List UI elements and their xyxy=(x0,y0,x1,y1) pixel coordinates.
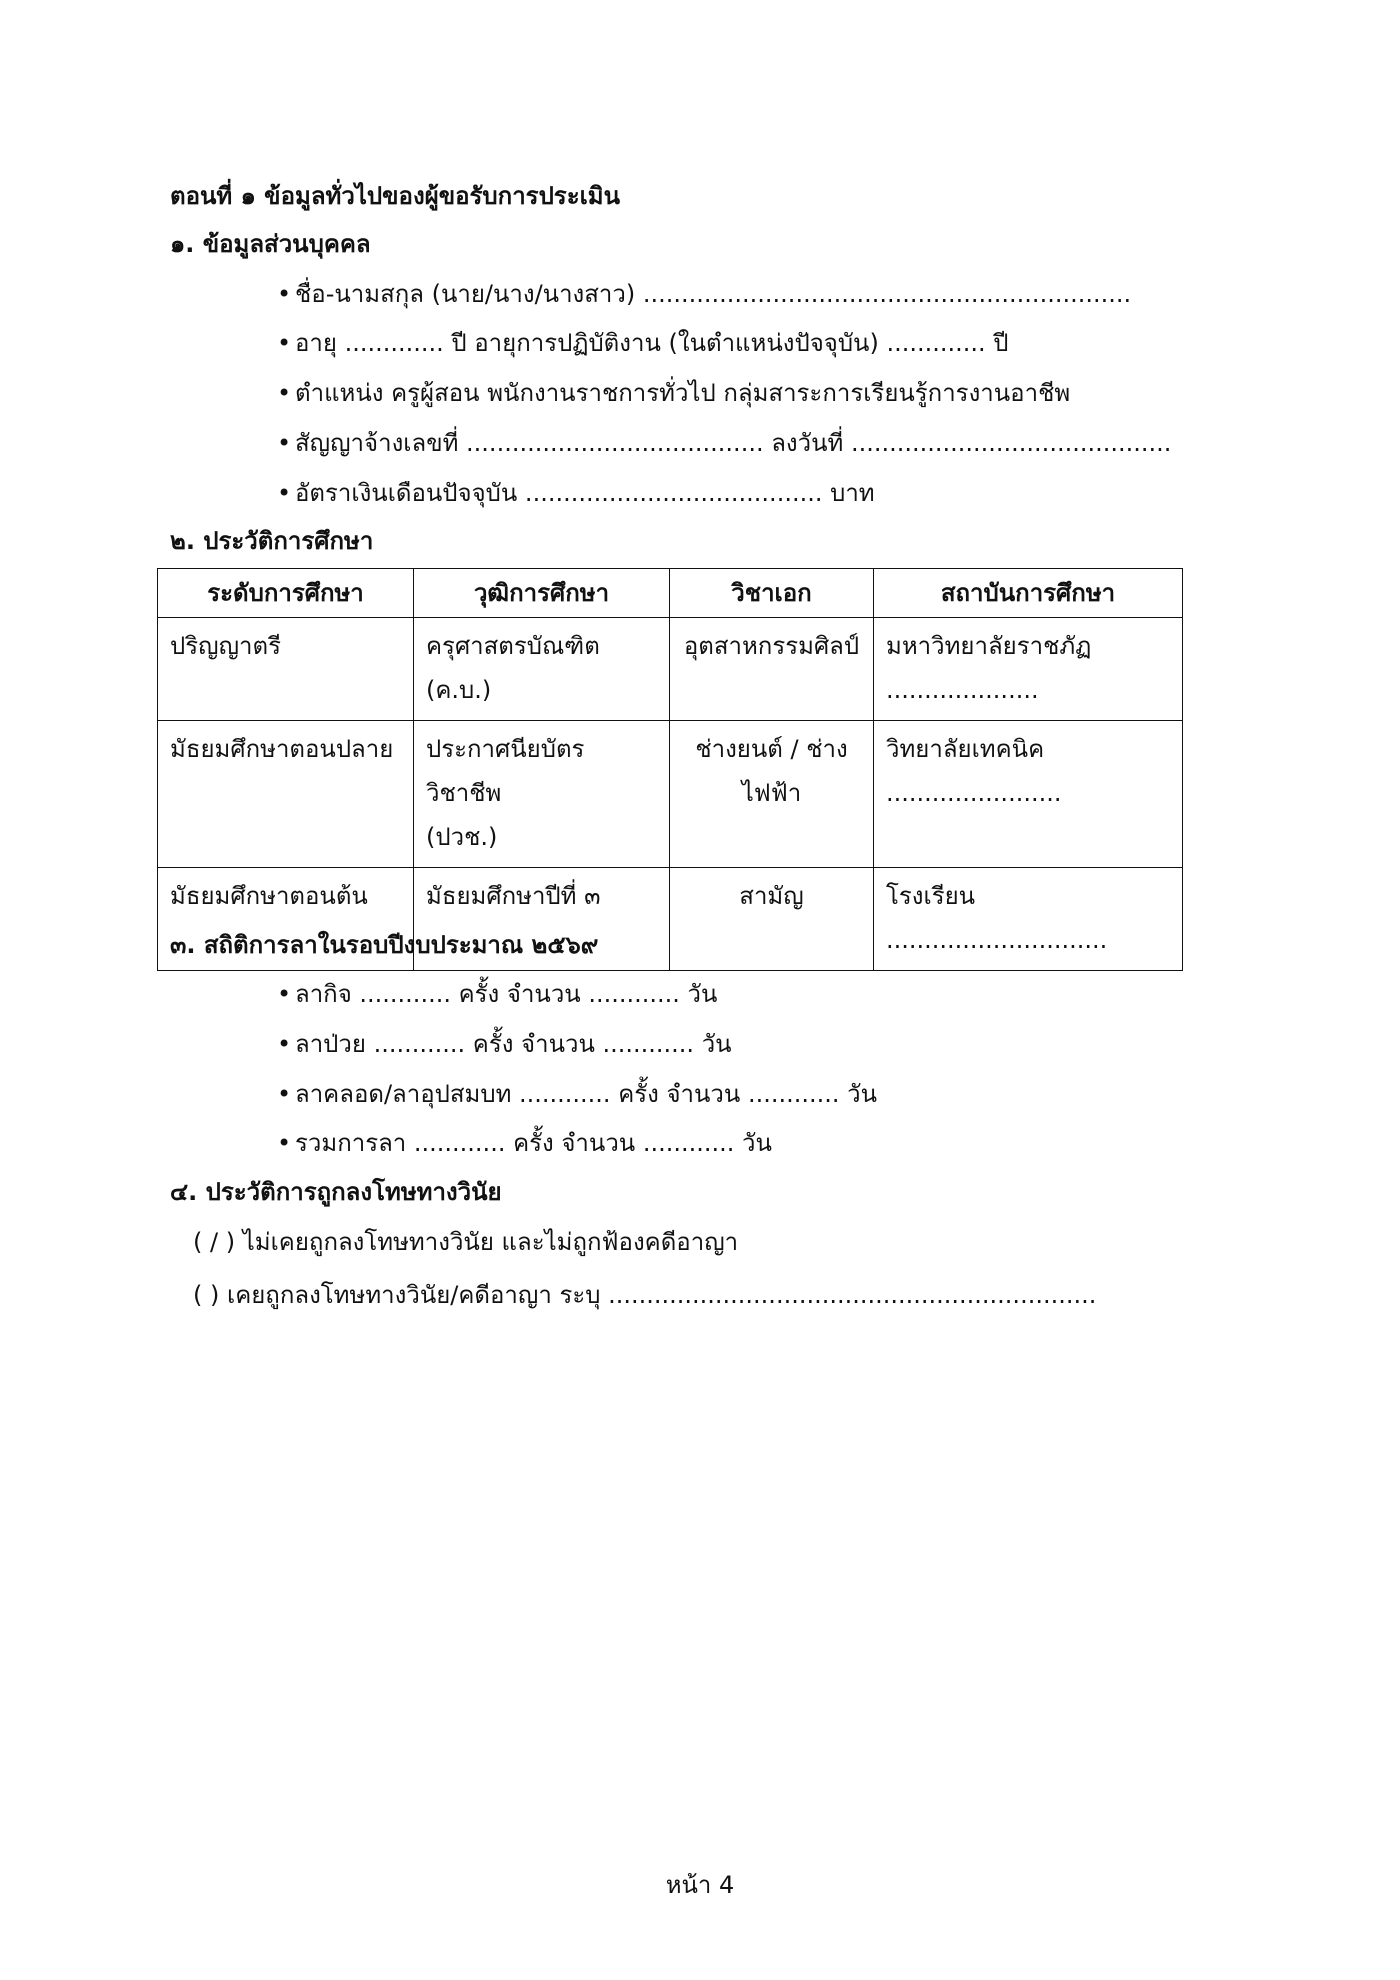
part-title: ตอนที่ ๑ ข้อมูลทั่วไปของผู้ขอรับการประเมิน xyxy=(170,182,621,210)
personal-name-line: • ชื่อ-นามสกุล (นาย/นาง/นางสาว) ................................................................ xyxy=(277,278,1131,310)
level-cell: มัธยมศึกษาตอนต้น xyxy=(158,868,414,971)
table-row xyxy=(158,618,1183,721)
education-table xyxy=(157,568,1183,971)
column-header: วิชาเอก xyxy=(670,569,874,618)
leave-personal-line: • ลากิจ ............ ครั้ง จำนวน ............ วัน xyxy=(277,978,717,1010)
column-header: สถาบันการศึกษา xyxy=(874,569,1183,618)
personal-contract-line: • สัญญาจ้างเลขที่ ....................................... ลงวันที่ .......................................... xyxy=(277,427,1171,459)
personal-position-line: • ตำแหน่ง ครูผู้สอน พนักงานราชการทั่วไป กลุ่มสาระการเรียนรู้การงานอาชีพ xyxy=(277,377,1070,409)
institution-cell: วิทยาลัยเทคนิค ....................... xyxy=(874,721,1183,868)
personal-age-line: • อายุ ............. ปี อายุการปฏิบัติงาน (ในตำแหน่งปัจจุบัน) ............. ปี xyxy=(277,327,1009,359)
degree-cell: ครุศาสตรบัณฑิต (ค.บ.) xyxy=(414,618,670,721)
column-header: วุฒิการศึกษา xyxy=(414,569,670,618)
section4-heading: ๔. ประวัติการถูกลงโทษทางวินัย xyxy=(170,1178,502,1206)
table-row xyxy=(158,721,1183,868)
discipline-none-option: ( / ) ไม่เคยถูกลงโทษทางวินัย และไม่ถูกฟ้องคดีอาญา xyxy=(193,1228,739,1256)
institution-cell: มหาวิทยาลัยราชภัฏ .................... xyxy=(874,618,1183,721)
institution-cell: โรงเรียน ............................. xyxy=(874,868,1183,971)
section1-heading: ๑. ข้อมูลส่วนบุคคล xyxy=(170,230,371,258)
major-cell: ช่างยนต์ / ช่าง ไฟฟ้า xyxy=(670,721,874,868)
level-cell: มัธยมศึกษาตอนปลาย xyxy=(158,721,414,868)
page-number: หน้า 4 xyxy=(665,1871,735,1899)
leave-total-line: • รวมการลา ............ ครั้ง จำนวน ............ วัน xyxy=(277,1127,772,1159)
degree-cell: ประกาศนียบัตรวิชาชีพ (ปวช.) xyxy=(414,721,670,868)
section3-heading: ๓. สถิติการลาในรอบปีงบประมาณ ๒๕๖๙ xyxy=(170,931,599,959)
table-header-row xyxy=(158,569,1183,618)
level-cell: ปริญญาตรี xyxy=(158,618,414,721)
section2-heading: ๒. ประวัติการศึกษา xyxy=(170,527,374,555)
major-cell: สามัญ xyxy=(670,868,874,971)
leave-maternity-line: • ลาคลอด/ลาอุปสมบท ............ ครั้ง จำนวน ............ วัน xyxy=(277,1078,877,1110)
discipline-punished-option: ( ) เคยถูกลงโทษทางวินัย/คดีอาญา ระบุ ................................................................ xyxy=(193,1281,1097,1309)
leave-sick-line: • ลาป่วย ............ ครั้ง จำนวน ............ วัน xyxy=(277,1028,732,1060)
major-cell: อุตสาหกรรมศิลป์ xyxy=(670,618,874,721)
degree-cell: มัธยมศึกษาปีที่ ๓ xyxy=(414,868,670,971)
personal-salary-line: • อัตราเงินเดือนปัจจุบัน ....................................... บาท xyxy=(277,477,875,509)
column-header: ระดับการศึกษา xyxy=(158,569,414,618)
